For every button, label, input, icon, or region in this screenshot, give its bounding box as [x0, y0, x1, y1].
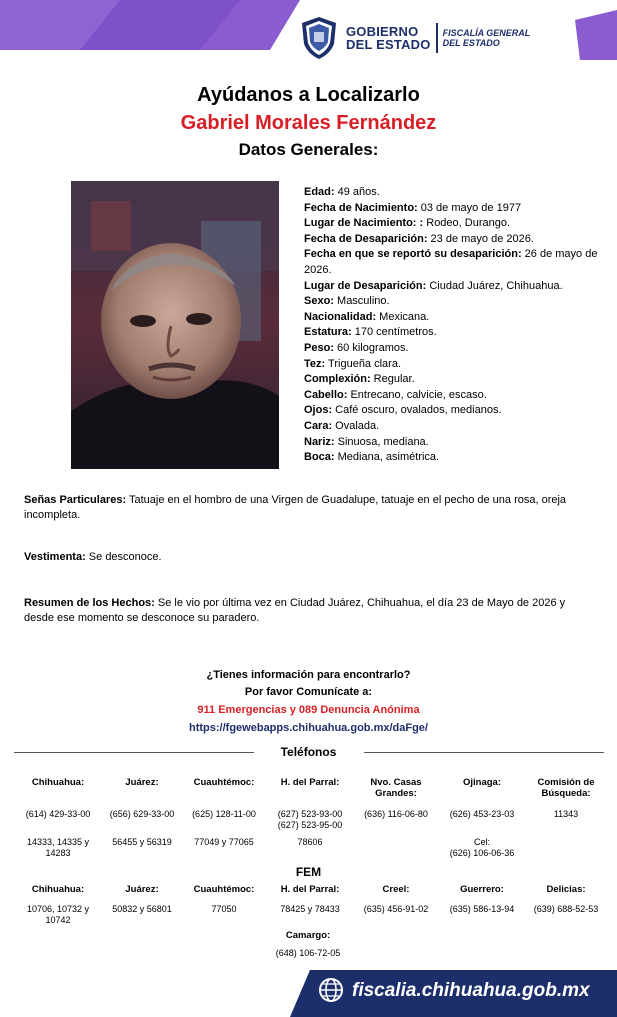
report-link[interactable]: https://fgewebapps.chihuahua.gob.mx/daFge/ — [189, 722, 428, 734]
fem-row1-cell: 10706, 10732 y 10742 — [26, 904, 90, 925]
telefonos-headers-cell: Cuauhtémoc: — [193, 777, 255, 788]
government-logo — [300, 14, 540, 62]
resumen-label: Resumen de los Hechos: — [24, 597, 155, 609]
telefonos-row1-cell: (656) 629-33-00 — [109, 809, 175, 819]
fem-headers-cell: Delicias: — [546, 884, 586, 895]
detail-label: Ojos: — [304, 404, 333, 417]
detail-row — [304, 247, 600, 278]
logo-separator — [436, 23, 438, 53]
detail-label: Fecha en que se reportó su desaparición: — [304, 248, 522, 261]
shield-icon — [300, 16, 338, 60]
telefonos-row1-cell: (627) 523-93-00 (627) 523-95-00 — [277, 809, 343, 830]
detail-row — [304, 388, 600, 404]
fem-row1-cell: 77050 — [211, 904, 237, 914]
contact-question: ¿Tienes información para encontrarlo? — [206, 669, 411, 681]
telefonos-row1-cell: (626) 453-23-03 — [449, 809, 515, 819]
fem-headers-cell: Creel: — [382, 884, 410, 895]
globe-icon — [318, 977, 344, 1003]
senas-value: Tatuaje en el hombro de una Virgen de Guadalupe, tatuaje en el pecho de una rosa, oreja incompleta. — [24, 494, 567, 521]
fem-row1-cell: (635) 456-91-02 — [363, 904, 429, 914]
detail-value: Rodeo, Durango. — [423, 217, 511, 230]
fem-row1-cell: 50832 y 56801 — [112, 904, 172, 914]
telefonos-headers-cell: Comisión de Búsqueda: — [537, 777, 595, 799]
detail-value: Sinuosa, mediana. — [334, 435, 429, 448]
vestimenta-label: Vestimenta: — [24, 551, 86, 563]
events-summary — [24, 596, 598, 626]
detail-value: 23 de mayo de 2026. — [427, 232, 534, 245]
telefonos-row2-cell: Cel: (626) 106-06-36 — [449, 837, 515, 858]
telefonos-headers-cell: Chihuahua: — [31, 777, 85, 788]
telefonos-row1-cell: 11343 — [553, 809, 579, 819]
telefonos-row1-cell: (636) 116-06-80 — [364, 809, 428, 819]
fem-row1-cell: 78425 y 78433 — [280, 904, 340, 914]
fem-headers-cell: Cuauhtémoc: — [193, 884, 255, 895]
person-photo — [71, 181, 279, 469]
detail-row — [304, 216, 600, 232]
fem-headers-cell: Chihuahua: — [31, 884, 85, 895]
clothing — [24, 550, 598, 565]
detail-row — [304, 403, 600, 419]
telefonos-row2-cell: 56455 y 56319 — [112, 837, 172, 847]
fem-row1-cell: (635) 586-13-94 — [449, 904, 515, 914]
section-heading: Datos Generales: — [238, 140, 379, 159]
fiscalia-line2: DEL ESTADO — [442, 38, 500, 48]
detail-row — [304, 279, 600, 295]
detail-row — [304, 357, 600, 373]
telefonos-headers-cell: Juárez: — [125, 777, 159, 788]
detail-row — [304, 185, 600, 201]
resumen-value: Se le vio por última vez en Ciudad Juárez, Chihuahua, el día 23 de Mayo de 2026 y desde ese momento se desconoce su paradero. — [24, 597, 566, 624]
detail-value: 26 de mayo de 2026. — [304, 248, 598, 276]
general-details — [304, 185, 600, 466]
detail-label: Fecha de Desaparición: — [304, 232, 428, 245]
gobierno-text — [346, 25, 431, 51]
detail-label: Estatura: — [304, 326, 352, 339]
detail-label: Peso: — [304, 341, 334, 354]
detail-row — [304, 201, 600, 217]
detail-value: Entrecano, calvicie, escaso. — [347, 388, 487, 401]
fiscalia-text — [443, 28, 531, 48]
telefonos-headers-cell: Nvo. Casas Grandes: — [370, 777, 422, 799]
fiscalia-line1: FISCALÍA GENERAL — [442, 28, 531, 38]
detail-row — [304, 232, 600, 248]
detail-value: Regular. — [370, 373, 415, 386]
detail-value: 170 centímetros. — [351, 326, 437, 339]
person-name: Gabriel Morales Fernández — [180, 112, 437, 134]
fem-headers-cell: Juárez: — [125, 884, 159, 895]
detail-label: Boca: — [304, 451, 335, 464]
camargo-label: Camargo: — [285, 930, 331, 941]
detail-value: 49 años. — [334, 186, 380, 198]
detail-row — [304, 325, 600, 341]
detail-value: Mexicana. — [376, 310, 430, 323]
detail-value: Masculino. — [333, 295, 390, 308]
detail-label: Tez: — [304, 357, 326, 370]
page-title: Ayúdanos a Localizarlo — [197, 84, 420, 106]
detail-label: Cabello: — [304, 388, 348, 401]
detail-label: Complexión: — [304, 373, 371, 386]
detail-label: Fecha de Nacimiento: — [304, 201, 418, 214]
distinguishing-marks — [24, 493, 598, 523]
detail-value: Ovalada. — [332, 419, 380, 432]
telefonos-row1-cell: (625) 128-11-00 — [192, 809, 256, 819]
header-band — [0, 0, 617, 72]
detail-row — [304, 372, 600, 388]
detail-row — [304, 294, 600, 310]
senas-label: Señas Particulares: — [24, 494, 127, 506]
fem-title: FEM — [295, 865, 322, 879]
detail-value: Trigueña clara. — [325, 357, 402, 370]
detail-row — [304, 435, 600, 451]
fem-row1-cell: (639) 688-52-53 — [533, 904, 599, 914]
detail-label: Edad: — [304, 186, 335, 198]
detail-label: Cara: — [304, 419, 333, 432]
telefonos-row2-cell: 78606 — [297, 837, 323, 847]
detail-row — [304, 341, 600, 357]
detail-value: 03 de mayo de 1977 — [417, 201, 522, 214]
gobierno-line1: GOBIERNO — [346, 24, 419, 39]
detail-label: Sexo: — [304, 295, 334, 308]
telefonos-headers-cell: H. del Parral: — [280, 777, 340, 788]
detail-label: Nariz: — [304, 435, 335, 448]
detail-value: 60 kilogramos. — [333, 341, 409, 354]
detail-value: Café oscuro, ovalados, medianos. — [332, 404, 502, 417]
contact-please: Por favor Comunícate a: — [244, 686, 373, 698]
detail-row — [304, 419, 600, 435]
portrait-image — [71, 181, 279, 469]
gobierno-line2: DEL ESTADO — [346, 37, 431, 52]
telefonos-headers-cell: Ojinaga: — [462, 777, 501, 788]
detail-label: Lugar de Desaparición: — [304, 279, 427, 292]
telefonos-row2-cell: 77049 y 77065 — [194, 837, 254, 847]
telefonos-row2-cell: 14333, 14335 y 14283 — [26, 837, 90, 858]
detail-label: Lugar de Nacimiento: : — [304, 217, 424, 230]
detail-value: Mediana, asimétrica. — [334, 451, 440, 464]
telefonos-title: Teléfonos — [280, 745, 337, 759]
fem-headers-cell: H. del Parral: — [280, 884, 340, 895]
detail-row — [304, 450, 600, 466]
detail-label: Nacionalidad: — [304, 310, 377, 323]
fem-headers-cell: Guerrero: — [460, 884, 504, 895]
website-link[interactable]: fiscalia.chihuahua.gob.mx — [352, 980, 590, 1001]
detail-row — [304, 310, 600, 326]
emergency-numbers: 911 Emergencias y 089 Denuncia Anónima — [197, 704, 420, 716]
detail-value: Ciudad Juárez, Chihuahua. — [426, 279, 563, 292]
vestimenta-value: Se desconoce. — [85, 551, 162, 563]
telefonos-row1-cell: (614) 429-33-00 — [25, 809, 91, 819]
camargo-value: (648) 106-72-05 — [275, 948, 341, 958]
